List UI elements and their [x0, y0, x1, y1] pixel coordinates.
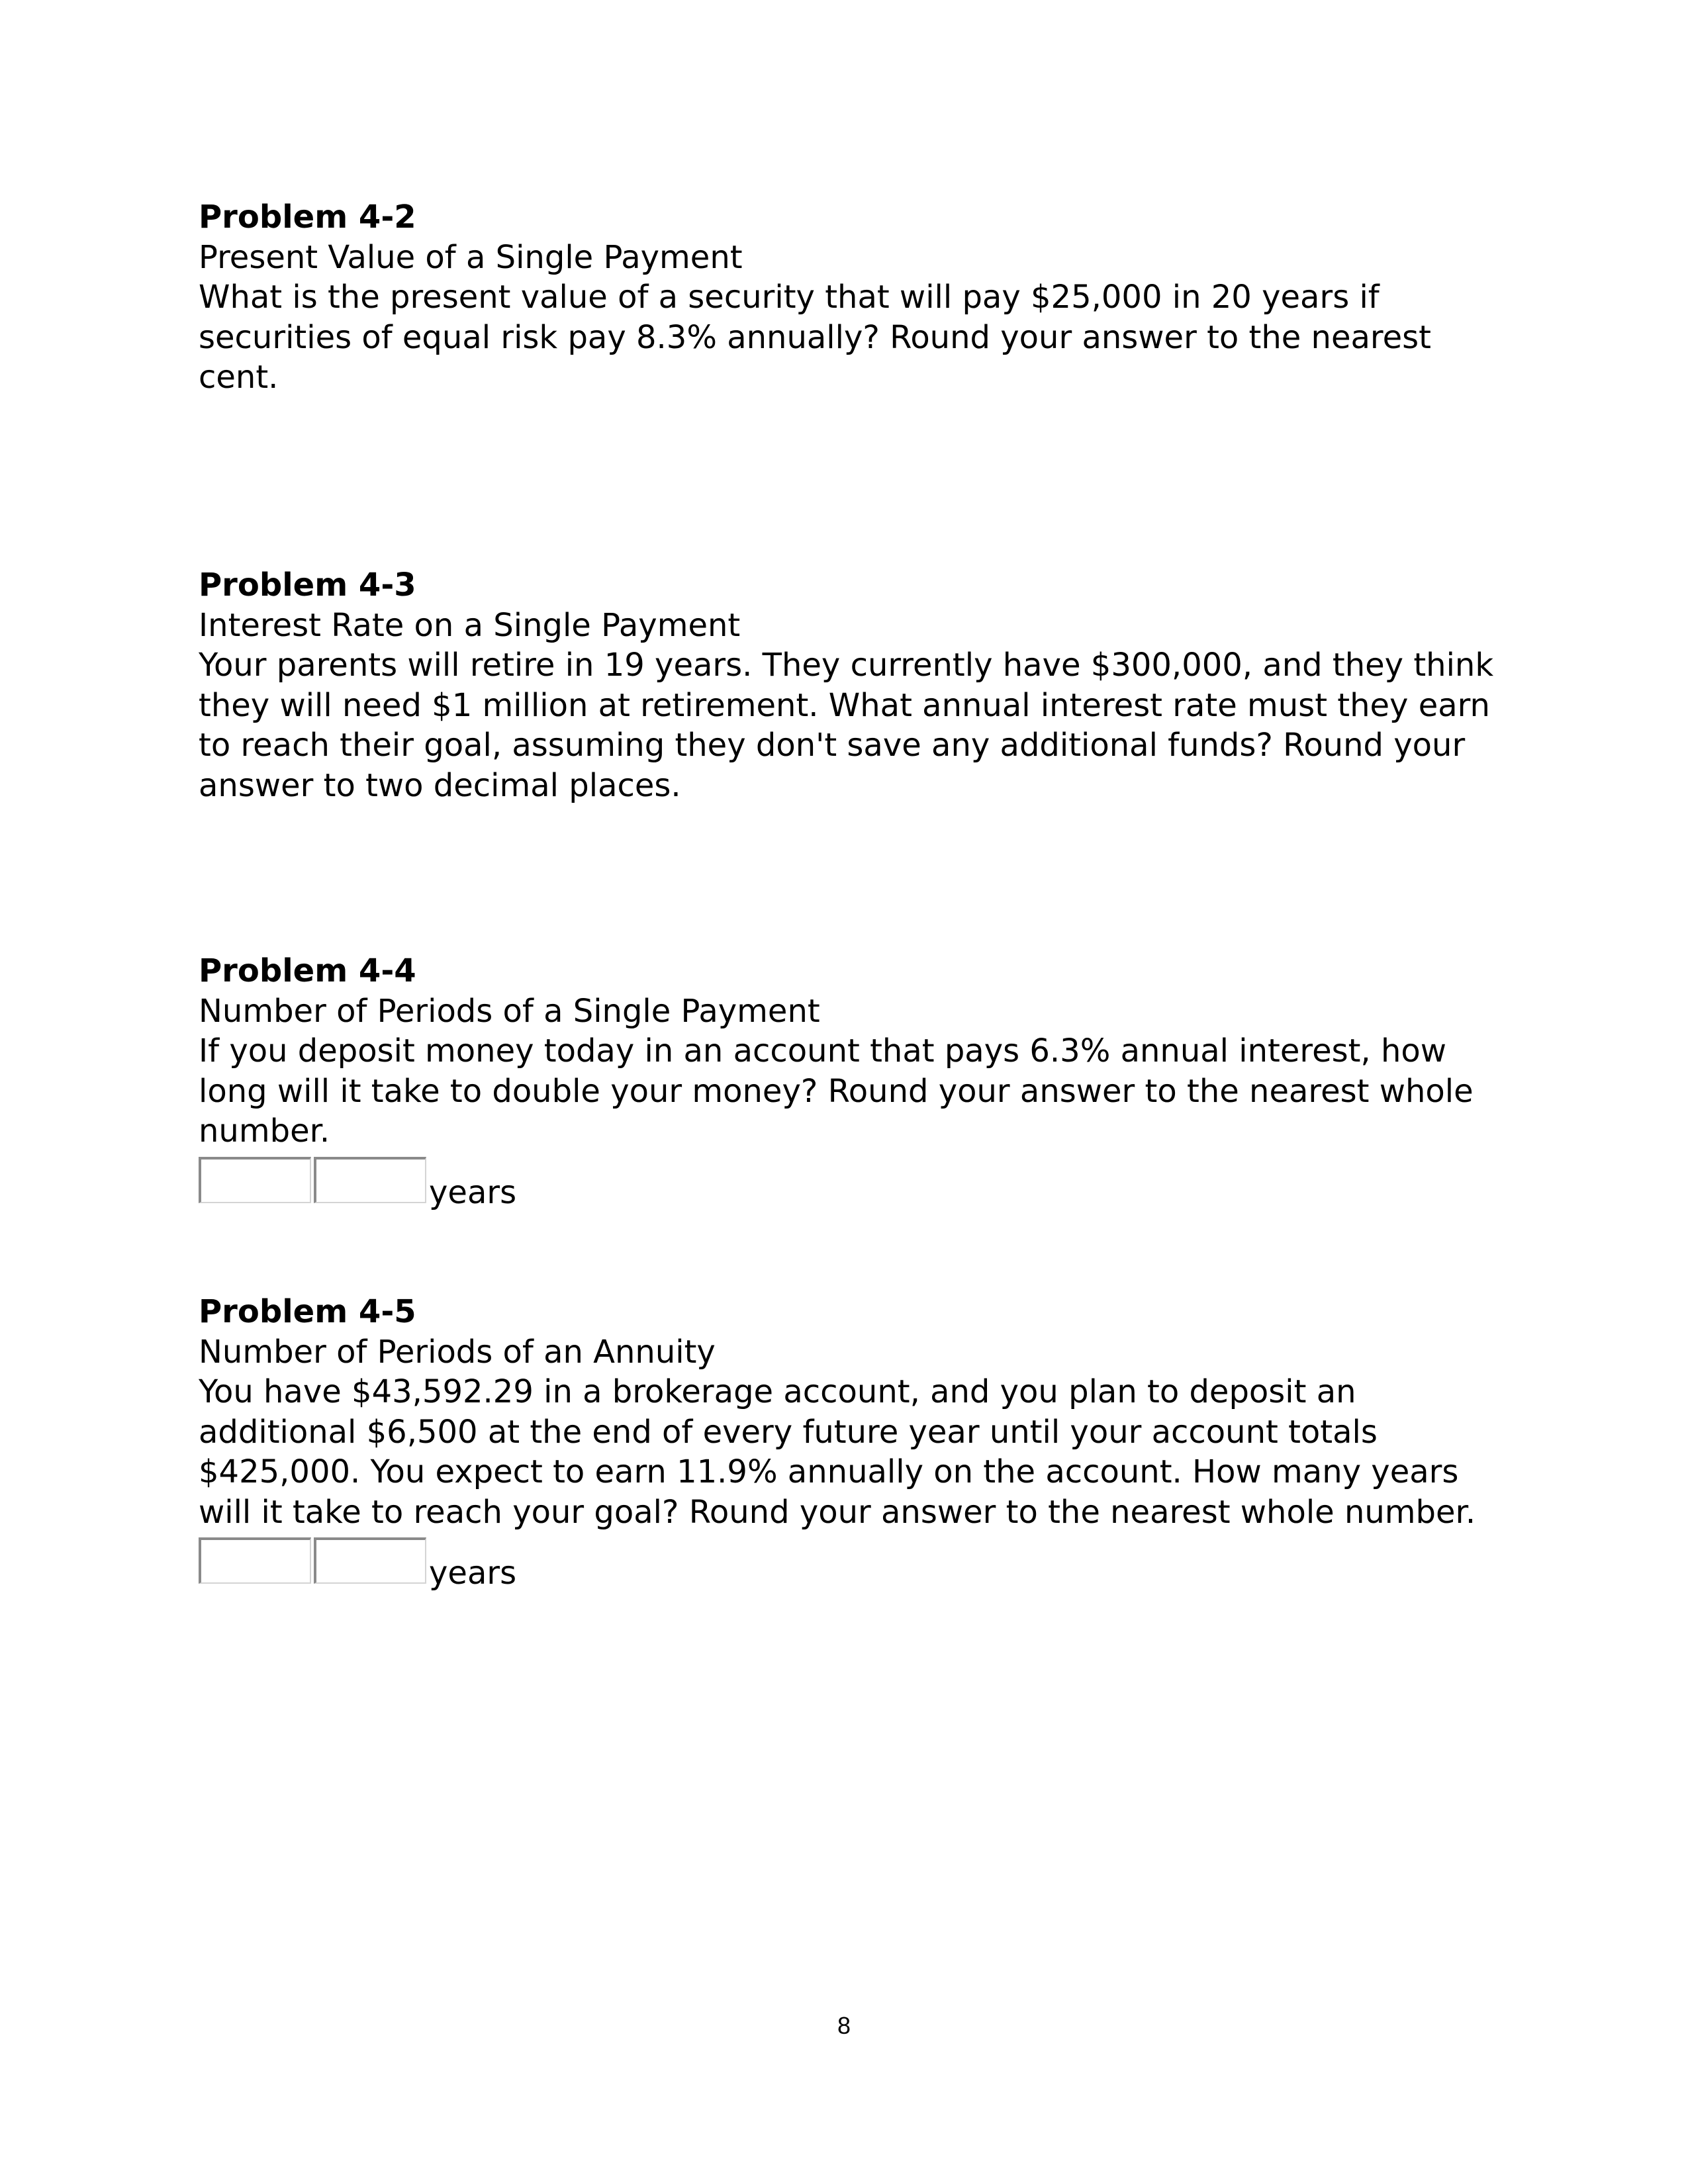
- problem-title: Problem 4-3: [199, 567, 416, 604]
- problem-text: You have $43,592.29 in a brokerage account, and you plan to deposit an additional $6,500 at the end of every future year until your account totals $425,000. You expect to earn 11.9% annually on the account. How many years will it take to reach your goal? Round your answer to the nearest whole number.: [199, 1373, 1476, 1531]
- answer-unit-label: years: [429, 1555, 517, 1592]
- answer-unit-label: years: [429, 1173, 517, 1211]
- answer-input-2[interactable]: [314, 1537, 426, 1584]
- problem-title: Problem 4-5: [199, 1293, 416, 1330]
- page-number: 8: [837, 2012, 851, 2039]
- answer-row: [199, 1535, 1516, 1592]
- answer-input-2[interactable]: [314, 1157, 426, 1203]
- problem-text: If you deposit money today in an account that pays 6.3% annual interest, how long will it take to double your money? Round your answer to the nearest whole number.: [199, 1032, 1474, 1150]
- answer-row: [199, 1154, 1516, 1211]
- problem-subtitle: Number of Periods of a Single Payment: [199, 992, 820, 1030]
- problem-title: Problem 4-4: [199, 952, 416, 989]
- problem-subtitle: Number of Periods of an Annuity: [199, 1333, 716, 1371]
- problem-4-3: [199, 565, 1516, 805]
- problem-title: Problem 4-2: [199, 199, 416, 236]
- problem-text: What is the present value of a security that will pay $25,000 in 20 years if securities of equal risk pay 8.3% annually? Round your answer to the nearest cent.: [199, 279, 1431, 396]
- problem-4-2: [199, 197, 1516, 398]
- problem-text: Your parents will retire in 19 years. They currently have $300,000, and they think they will need $1 million at retirement. What annual interest rate must they earn to reach their goal, assuming they don't save any additional funds? Round your answer to two decimal places.: [199, 647, 1494, 804]
- answer-input-1[interactable]: [199, 1157, 311, 1203]
- problem-4-5: [199, 1292, 1516, 1592]
- problem-4-4: [199, 951, 1516, 1211]
- problem-subtitle: Present Value of a Single Payment: [199, 238, 743, 276]
- problem-subtitle: Interest Rate on a Single Payment: [199, 606, 741, 644]
- answer-input-1[interactable]: [199, 1537, 311, 1584]
